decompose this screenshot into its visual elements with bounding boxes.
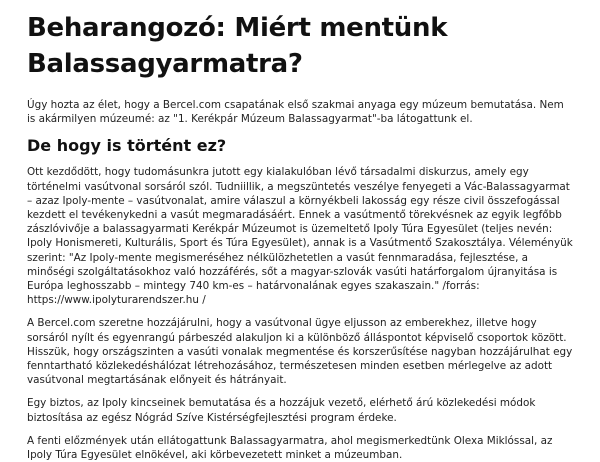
body-paragraph-2: A Bercel.com szeretne hozzájárulni, hogy a vasútvonal ügye eljusson az emberekhez, illetve hogy sorsáról nyílt és egyenrangú párbeszéd alakuljon ki a különböző álláspontot képviselő csoportok között. Hisszük, hogy országszinten a vasúti vonalak megmentése és korszerűsítése nagyban hozzájárulhat egy fenntartható közlekedéshálózat létrehozásához, természetesen minden esetben mérlegelve az adott vasútvonal megtartásának előnyeit és hátrányait. [27, 317, 573, 387]
body-paragraph-3: Egy biztos, az Ipoly kincseinek bemutatása és a hozzájuk vezető, elérhető árú közlekedési módok biztosítása az egész Nógrád Szíve Kistérségfejlesztési program érdeke. [27, 397, 536, 424]
section-heading: De hogy is történt ez? [27, 136, 227, 156]
body-paragraph-1: Ott kezdődött, hogy tudomásunkra jutott egy kialakulóban lévő társadalmi diskurzus, amely egy történelmi vasútvonal sorsáról szól. Tudniillik, a megszüntetés veszélye fenyegeti a Vác-Balassagyarmat – azaz Ipoly-mente – vasútvonalat, amire válaszul a környékbeli lakosság egy része civil összefogással kezdett el tevékenykedni a vasút megmaradásáért. Ennek a vasútmentő törekvésnek az egyik legfőbb zászlóvivője a balassagyarmati Kerékpár Múzeumot is üzemeltető Ipoly Túra Egyesület (teljes nevén: Ipoly Honismereti, Kulturális, Sport és Túra Egyesület), annak is a Vasútmentő Szakosztálya. Véleményük szerint: "Az Ipoly-mente megismeréséhez nélkülözhetetlen a vasút fennmaradása, fejlesztése, a minőségi szolgáltatásokhoz való hozzáférés, sőt a magyar-szlovák vasúti határforgalom újranyitása is Európa leghosszabb – mintegy 740 km-es – határvonalának egyes szakaszain." /forrás: https://www.ipolyturarendszer.hu / [27, 166, 573, 307]
article-title: Beharangozó: Miért mentünk Balassagyarmatra? [27, 13, 448, 79]
intro-paragraph: Úgy hozta az élet, hogy a Bercel.com csapatának első szakmai anyaga egy múzeum bemutatása. Nem is akármilyen múzeumé: az "1. Kerékpár Múzeum Balassagyarmat"-ba látogattunk el. [27, 99, 564, 126]
body-paragraph-4: A fenti előzmények után ellátogattunk Balassagyarmatra, ahol megismerkedtünk Olexa Miklóssal, az Ipoly Túra Egyesület elnökével, aki körbevezetett minket a múzeumban. [27, 434, 553, 462]
